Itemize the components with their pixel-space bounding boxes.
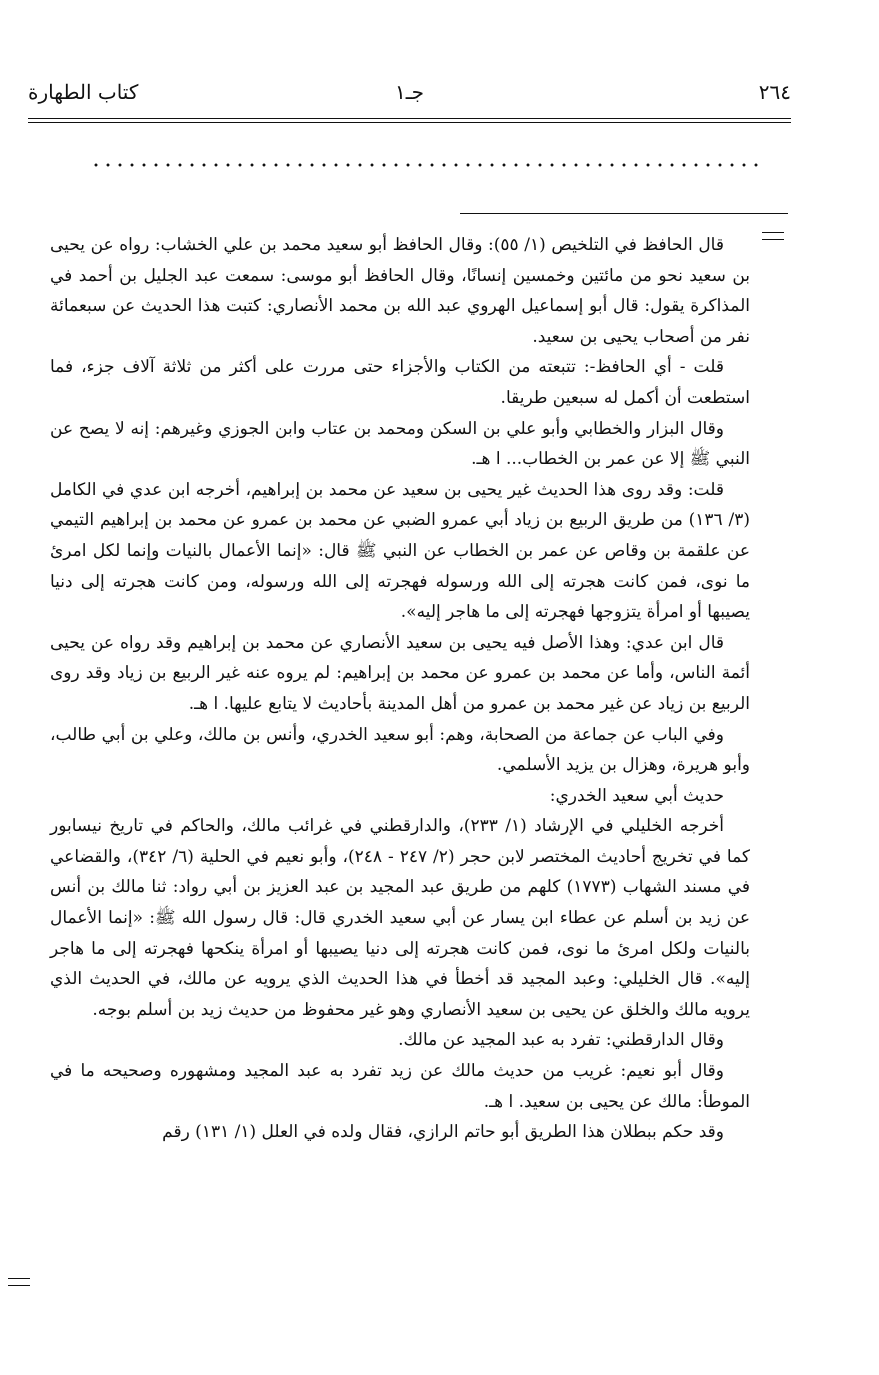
paragraph: قلت: وقد روى هذا الحديث غير يحيى بن سعيد عن محمد بن إبراهيم، أخرجه ابن عدي في الكامل (٣/ ١٣٦) من طريق الربيع بن زياد أبي عمرو الضبي عن محمد بن عمرو عن محمد بن إبراهيم التيمي عن علقمة بن وقاص عن عمر بن الخطاب عن النبي ﷺ قال: «إنما الأعمال بالنيات وإنما لكل امرئ ما نوى، فمن كانت هجرته إلى الله ورسوله فهجرته إلى الله ورسوله، ومن كانت هجرته إلى دنيا يصيبها أو امرأة يتزوجها فهجرته إلى ما هاجر إليه».	[50, 479, 750, 623]
paragraph: وقال أبو نعيم: غريب من حديث مالك عن زيد تفرد به عبد المجيد ومشهوره وصحيحه ما في الموطأ: مالك عن يحيى بن سعيد. ا هـ.	[50, 1061, 750, 1112]
dotted-separator	[90, 158, 759, 172]
paragraph: وقال الدارقطني: تفرد به عبد المجيد عن مالك.	[398, 1030, 724, 1051]
paragraph: حديث أبي سعيد الخدري:	[549, 785, 724, 806]
footnote-continuation-mark-bottom	[8, 1278, 30, 1286]
page-number: ٢٦٤	[758, 80, 791, 104]
running-header	[28, 80, 791, 114]
footnote-text	[50, 230, 750, 1148]
paragraph: قال الحافظ في التلخيص (١/ ٥٥): وقال الحافظ أبو سعيد محمد بن علي الخشاب: رواه عن يحيى بن سعيد نحو من مائتين وخمسين إنسانًا، وقال الحافظ أبو موسى: سمعت عبد الجليل بن أحمد في المذاكرة يقول: قال أبو إسماعيل الهروي عبد الله بن محمد الأنصاري: كتبت هذا الحديث عن سبعمائة نفر من أصحاب يحيى بن سعيد.	[50, 235, 750, 347]
paragraph: وقد حكم ببطلان هذا الطريق أبو حاتم الرازي، فقال ولده في العلل (١/ ١٣١) رقم	[162, 1122, 724, 1143]
volume-label: جـ١	[395, 80, 424, 104]
header-rule-bottom	[28, 122, 791, 123]
header-rule-top	[28, 118, 791, 119]
paragraph: قلت - أي الحافظ-: تتبعته من الكتاب والأجزاء حتى مررت على أكثر من ثلاثة آلاف جزء، فما استطعت أن أكمل له سبعين طريقا.	[50, 357, 750, 408]
book-title: كتاب الطهارة	[28, 80, 139, 104]
footnote-rule	[460, 213, 788, 214]
paragraph: وقال البزار والخطابي وأبو علي بن السكن ومحمد بن عتاب وابن الجوزي وغيرهم: إنه لا يصح عن النبي ﷺ إلا عن عمر بن الخطاب... ا هـ.	[50, 418, 750, 470]
paragraph: قال ابن عدي: وهذا الأصل فيه يحيى بن سعيد الأنصاري عن محمد بن إبراهيم وقد رواه عن يحيى أئمة الناس، وأما عن محمد بن عمرو عن محمد بن إبراهيم: لم يروه عنه غير الربيع بن زياد وقد روى الربيع بن زياد عن غير محمد بن عمرو من أهل المدينة بأحاديث لا يتابع عليها. ا هـ.	[50, 632, 750, 714]
footnote-continuation-mark-top	[762, 232, 784, 240]
paragraph: وفي الباب عن جماعة من الصحابة، وهم: أبو سعيد الخدري، وأنس بن مالك، وعلي بن أبي طالب، وأبو هريرة، وهزال بن يزيد الأسلمي.	[50, 724, 750, 776]
paragraph: أخرجه الخليلي في الإرشاد (١/ ٢٣٣)، والدارقطني في غرائب مالك، والحاكم في تاريخ نيسابور كما في تخريج أحاديث المختصر لابن حجر (٢/ ٢٤٧ - ٢٤٨)، وأبو نعيم في الحلية (٦/ ٣٤٢)، والقضاعي في مسند الشهاب (١٧٧٣) كلهم من طريق عبد المجيد بن عبد العزيز بن أبي رواد: ثنا مالك بن أنس عن زيد بن أسلم عن عطاء ابن يسار عن أبي سعيد الخدري قال: قال رسول الله ﷺ: «إنما الأعمال بالنيات ولكل امرئ ما نوى، فمن كانت هجرته إلى دنيا يصيبها أو امرأة ينكحها فهجرته إلى ما هاجر إليه». قال الخليلي: وعبد المجيد قد أخطأ في هذا الحديث الذي يرويه عن مالك، في الحديث الذي يرويه مالك والخلق عن يحيى بن سعيد الأنصاري وهو غير محفوظ من حديث زيد بن أسلم بوجه.	[50, 816, 750, 1020]
